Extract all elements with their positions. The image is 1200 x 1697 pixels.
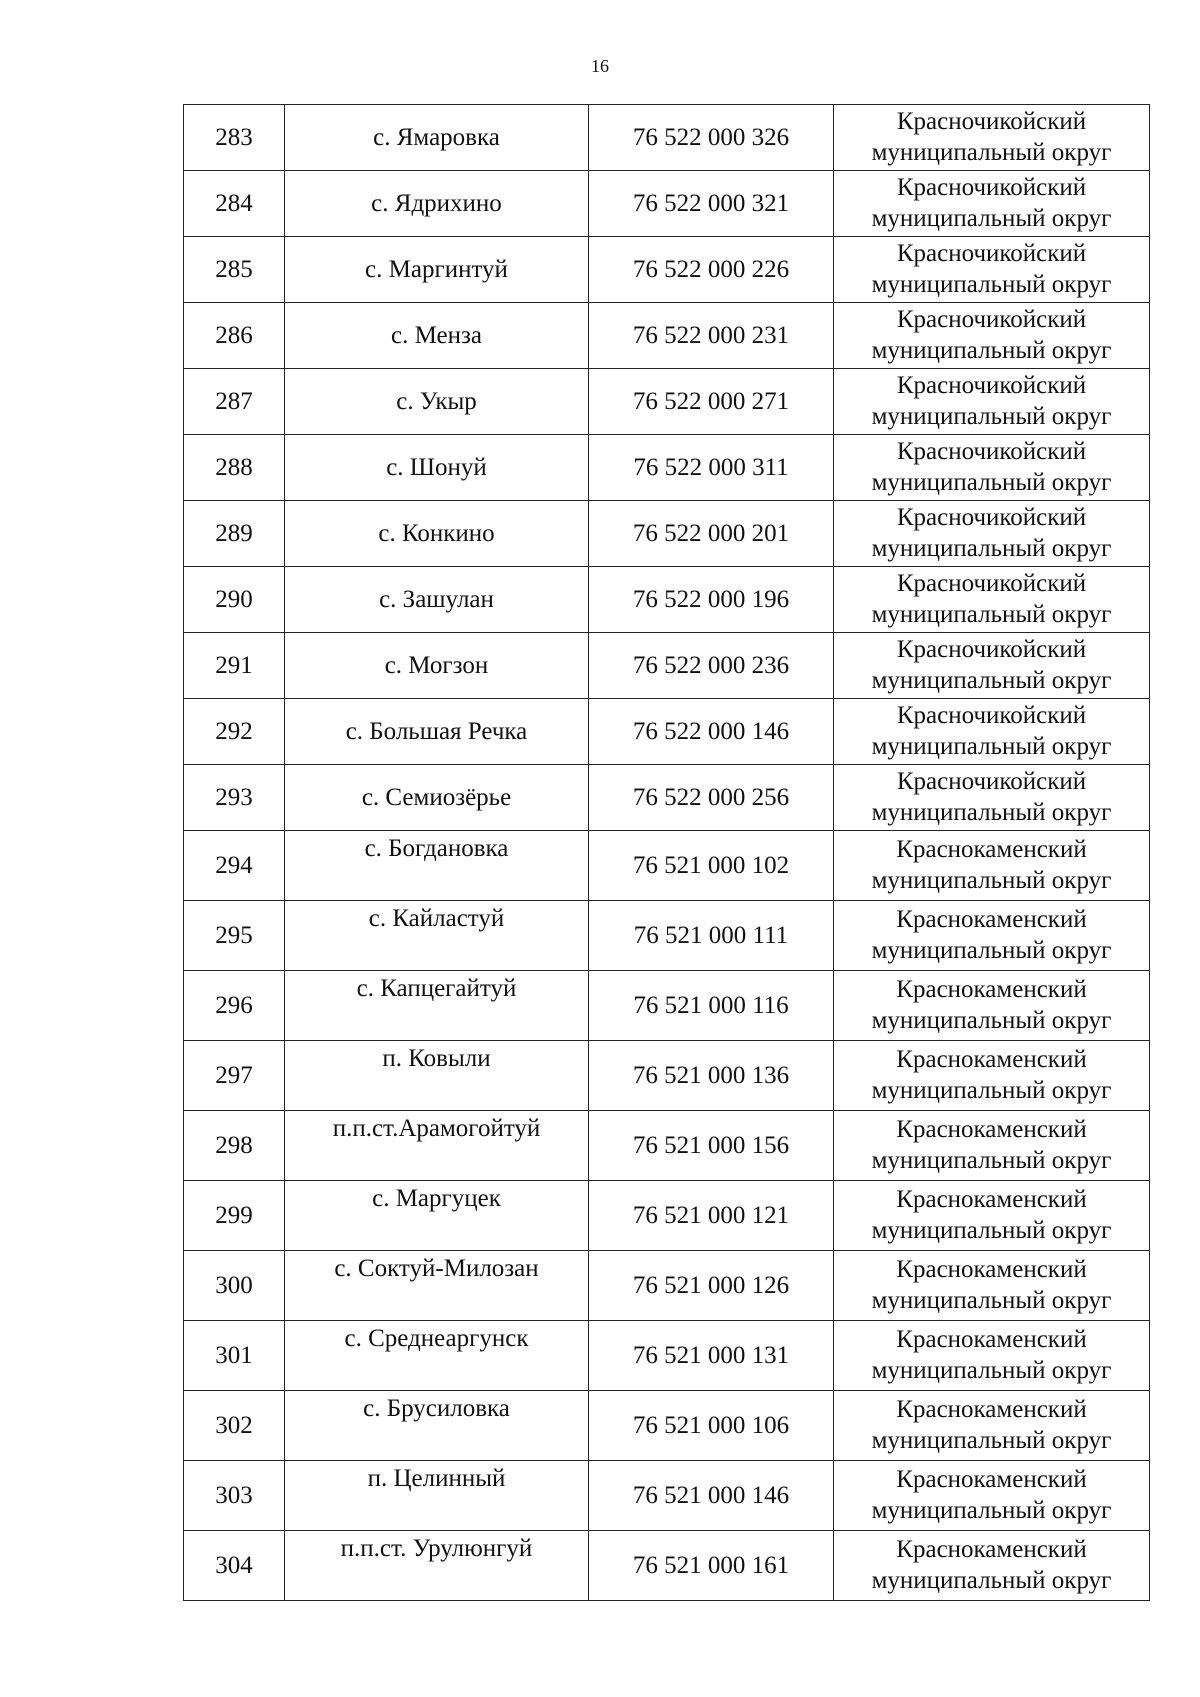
row-number: 285 xyxy=(184,237,285,303)
district-name: Краснокаменский xyxy=(896,1256,1087,1283)
oktmo-code: 76 522 000 226 xyxy=(589,237,834,303)
district-cell xyxy=(834,633,1150,699)
district-cell xyxy=(834,105,1150,171)
row-number: 296 xyxy=(184,971,285,1041)
district-name: Красночикойский xyxy=(896,306,1087,333)
table-row xyxy=(184,303,1150,369)
settlement-name: с. Семиозёрье xyxy=(285,765,589,831)
table-row xyxy=(184,1391,1150,1461)
district-cell xyxy=(834,1531,1150,1601)
district-type: муниципальный округ xyxy=(871,1496,1112,1524)
district-cell xyxy=(834,369,1150,435)
settlement-name: с. Могзон xyxy=(285,633,589,699)
oktmo-code: 76 521 000 136 xyxy=(589,1041,834,1111)
row-number: 294 xyxy=(184,831,285,901)
district-cell xyxy=(834,1391,1150,1461)
table-row xyxy=(184,1461,1150,1531)
district-cell xyxy=(834,171,1150,237)
table-row xyxy=(184,171,1150,237)
district-cell xyxy=(834,765,1150,831)
table-row xyxy=(184,105,1150,171)
district-type: муниципальный округ xyxy=(871,1566,1112,1594)
settlement-name: с. Богдановка xyxy=(285,831,589,901)
row-number: 304 xyxy=(184,1531,285,1601)
district-cell xyxy=(834,831,1150,901)
district-type: муниципальный округ xyxy=(871,204,1112,232)
oktmo-code: 76 522 000 201 xyxy=(589,501,834,567)
district-type: муниципальный округ xyxy=(871,336,1112,364)
district-name: Краснокаменский xyxy=(896,836,1087,863)
row-number: 303 xyxy=(184,1461,285,1531)
row-number: 298 xyxy=(184,1111,285,1181)
district-name: Краснокаменский xyxy=(896,1536,1087,1563)
table-row xyxy=(184,435,1150,501)
table-row xyxy=(184,901,1150,971)
row-number: 302 xyxy=(184,1391,285,1461)
table-row xyxy=(184,1181,1150,1251)
district-name: Красночикойский xyxy=(896,108,1087,135)
district-name: Краснокаменский xyxy=(896,976,1087,1003)
settlement-name: с. Большая Речка xyxy=(285,699,589,765)
district-name: Краснокаменский xyxy=(896,1046,1087,1073)
district-cell xyxy=(834,237,1150,303)
district-name: Красночикойский xyxy=(896,636,1087,663)
table-row xyxy=(184,1321,1150,1391)
table-row xyxy=(184,831,1150,901)
district-name: Краснокаменский xyxy=(896,1186,1087,1213)
district-name: Краснокаменский xyxy=(896,1116,1087,1143)
district-name: Краснокаменский xyxy=(896,1326,1087,1353)
oktmo-code: 76 521 000 106 xyxy=(589,1391,834,1461)
table-row xyxy=(184,1531,1150,1601)
district-name: Красночикойский xyxy=(896,570,1087,597)
settlement-name: с. Среднеаргунск xyxy=(285,1321,589,1391)
table-row xyxy=(184,369,1150,435)
row-number: 299 xyxy=(184,1181,285,1251)
district-type: муниципальный округ xyxy=(871,402,1112,430)
district-type: муниципальный округ xyxy=(871,1216,1112,1244)
settlement-name: с. Менза xyxy=(285,303,589,369)
district-type: муниципальный округ xyxy=(871,866,1112,894)
district-cell xyxy=(834,435,1150,501)
table-body xyxy=(184,105,1150,1601)
district-type: муниципальный округ xyxy=(871,1146,1112,1174)
row-number: 301 xyxy=(184,1321,285,1391)
settlement-name: с. Ядрихино xyxy=(285,171,589,237)
table-row xyxy=(184,699,1150,765)
district-cell xyxy=(834,1251,1150,1321)
table-row xyxy=(184,567,1150,633)
district-cell xyxy=(834,901,1150,971)
row-number: 295 xyxy=(184,901,285,971)
settlements-table xyxy=(183,104,1150,1601)
district-type: муниципальный округ xyxy=(871,1076,1112,1104)
oktmo-code: 76 522 000 326 xyxy=(589,105,834,171)
district-type: муниципальный округ xyxy=(871,138,1112,166)
row-number: 286 xyxy=(184,303,285,369)
district-cell xyxy=(834,971,1150,1041)
district-name: Красночикойский xyxy=(896,768,1087,795)
district-type: муниципальный округ xyxy=(871,1006,1112,1034)
row-number: 284 xyxy=(184,171,285,237)
settlement-name: с. Брусиловка xyxy=(285,1391,589,1461)
table-row xyxy=(184,501,1150,567)
row-number: 288 xyxy=(184,435,285,501)
district-type: муниципальный округ xyxy=(871,270,1112,298)
settlement-name: п.п.ст.Арамогойтуй xyxy=(285,1111,589,1181)
row-number: 287 xyxy=(184,369,285,435)
settlement-name: с. Капцегайтуй xyxy=(285,971,589,1041)
district-name: Краснокаменский xyxy=(896,906,1087,933)
district-cell xyxy=(834,1321,1150,1391)
oktmo-code: 76 522 000 196 xyxy=(589,567,834,633)
district-type: муниципальный округ xyxy=(871,1426,1112,1454)
settlement-name: с. Маргинтуй xyxy=(285,237,589,303)
settlement-name: п.п.ст. Урулюнгуй xyxy=(285,1531,589,1601)
row-number: 290 xyxy=(184,567,285,633)
district-type: муниципальный округ xyxy=(871,798,1112,826)
district-type: муниципальный округ xyxy=(871,732,1112,760)
district-name: Краснокаменский xyxy=(896,1466,1087,1493)
district-type: муниципальный округ xyxy=(871,534,1112,562)
oktmo-code: 76 521 000 111 xyxy=(589,901,834,971)
district-type: муниципальный округ xyxy=(871,1286,1112,1314)
row-number: 289 xyxy=(184,501,285,567)
table-row xyxy=(184,1111,1150,1181)
settlement-name: с. Зашулан xyxy=(285,567,589,633)
table-row xyxy=(184,633,1150,699)
oktmo-code: 76 522 000 236 xyxy=(589,633,834,699)
settlement-name: п. Ковыли xyxy=(285,1041,589,1111)
district-name: Красночикойский xyxy=(896,702,1087,729)
district-type: муниципальный округ xyxy=(871,936,1112,964)
oktmo-code: 76 521 000 146 xyxy=(589,1461,834,1531)
district-cell xyxy=(834,501,1150,567)
district-cell xyxy=(834,303,1150,369)
district-name: Краснокаменский xyxy=(896,1396,1087,1423)
oktmo-code: 76 521 000 161 xyxy=(589,1531,834,1601)
oktmo-code: 76 522 000 146 xyxy=(589,699,834,765)
oktmo-code: 76 522 000 231 xyxy=(589,303,834,369)
oktmo-code: 76 521 000 156 xyxy=(589,1111,834,1181)
oktmo-code: 76 521 000 116 xyxy=(589,971,834,1041)
district-name: Красночикойский xyxy=(896,240,1087,267)
table-row xyxy=(184,237,1150,303)
table-row xyxy=(184,1041,1150,1111)
oktmo-code: 76 522 000 311 xyxy=(589,435,834,501)
settlement-name: с. Шонуй xyxy=(285,435,589,501)
district-name: Красночикойский xyxy=(896,174,1087,201)
settlement-name: с. Ямаровка xyxy=(285,105,589,171)
district-cell xyxy=(834,1111,1150,1181)
district-type: муниципальный округ xyxy=(871,666,1112,694)
district-cell xyxy=(834,1181,1150,1251)
oktmo-code: 76 522 000 271 xyxy=(589,369,834,435)
district-name: Красночикойский xyxy=(896,504,1087,531)
district-cell xyxy=(834,567,1150,633)
oktmo-code: 76 521 000 126 xyxy=(589,1251,834,1321)
district-cell xyxy=(834,1041,1150,1111)
page-number: 16 xyxy=(591,56,609,76)
table-row xyxy=(184,971,1150,1041)
oktmo-code: 76 521 000 121 xyxy=(589,1181,834,1251)
oktmo-code: 76 521 000 102 xyxy=(589,831,834,901)
table-row xyxy=(184,1251,1150,1321)
oktmo-code: 76 522 000 321 xyxy=(589,171,834,237)
row-number: 293 xyxy=(184,765,285,831)
row-number: 291 xyxy=(184,633,285,699)
row-number: 300 xyxy=(184,1251,285,1321)
row-number: 292 xyxy=(184,699,285,765)
district-name: Красночикойский xyxy=(896,372,1087,399)
district-type: муниципальный округ xyxy=(871,468,1112,496)
oktmo-code: 76 522 000 256 xyxy=(589,765,834,831)
district-cell xyxy=(834,699,1150,765)
district-name: Красночикойский xyxy=(896,438,1087,465)
settlement-name: с. Маргуцек xyxy=(285,1181,589,1251)
settlement-name: с. Конкино xyxy=(285,501,589,567)
district-type: муниципальный округ xyxy=(871,1356,1112,1384)
settlement-name: с. Укыр xyxy=(285,369,589,435)
settlement-name: п. Целинный xyxy=(285,1461,589,1531)
settlement-name: с. Соктуй-Милозан xyxy=(285,1251,589,1321)
district-cell xyxy=(834,1461,1150,1531)
settlement-name: с. Кайластуй xyxy=(285,901,589,971)
row-number: 283 xyxy=(184,105,285,171)
oktmo-code: 76 521 000 131 xyxy=(589,1321,834,1391)
table-row xyxy=(184,765,1150,831)
row-number: 297 xyxy=(184,1041,285,1111)
district-type: муниципальный округ xyxy=(871,600,1112,628)
